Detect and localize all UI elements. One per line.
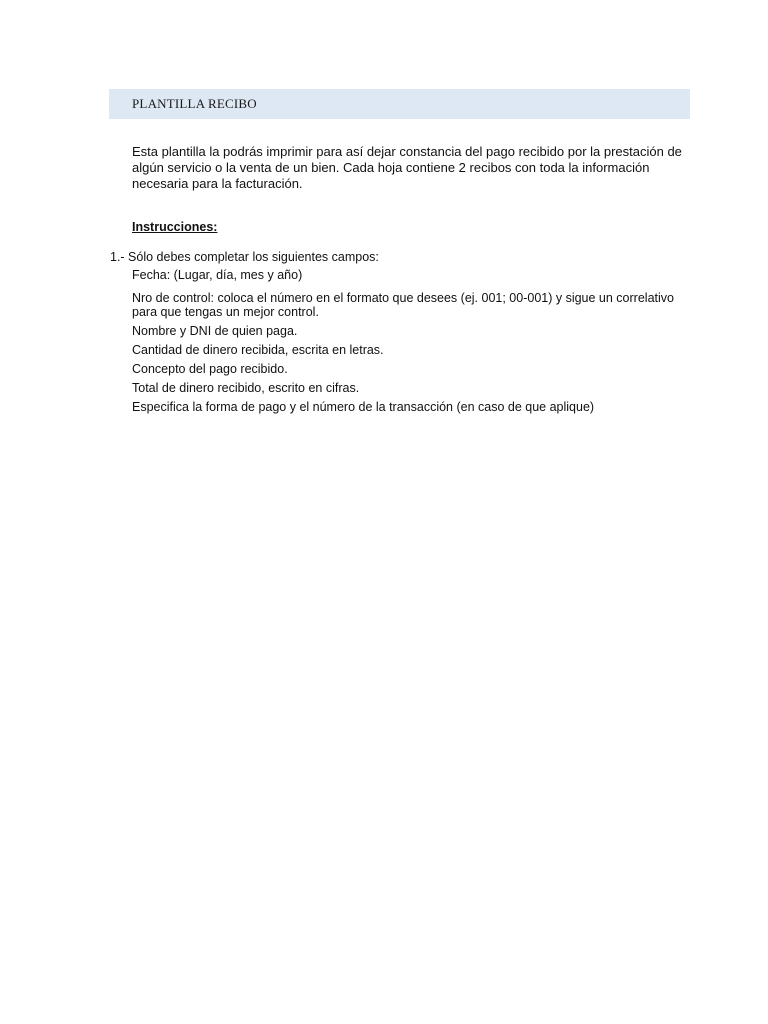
field-forma-pago: Especifica la forma de pago y el número de la transacción (en caso de que aplique) <box>132 400 595 414</box>
intro-paragraph: Esta plantilla la podrás imprimir para así dejar constancia del pago recibido por la prestación de algún servicio o la venta de un bien. Cada hoja contiene 2 recibos con toda la información necesaria para la facturación. <box>132 144 682 191</box>
page-title: PLANTILLA RECIBO <box>132 96 257 111</box>
field-fecha: Fecha: (Lugar, día, mes y año) <box>132 268 303 282</box>
field-nombre-dni: Nombre y DNI de quien paga. <box>132 324 298 338</box>
field-nro-control: Nro de control: coloca el número en el formato que desees (ej. 001; 00-001) y sigue un correlativo para que tengas un mejor control. <box>132 291 674 319</box>
step-1-text: 1.- Sólo debes completar los siguientes campos: <box>110 250 379 264</box>
field-concepto: Concepto del pago recibido. <box>132 362 288 376</box>
field-total-cifras: Total de dinero recibido, escrito en cifras. <box>132 381 360 395</box>
field-cantidad-letras: Cantidad de dinero recibida, escrita en letras. <box>132 343 384 357</box>
fields-list <box>132 268 697 414</box>
title-band <box>109 89 690 119</box>
instructions-heading: Instrucciones: <box>132 220 218 234</box>
